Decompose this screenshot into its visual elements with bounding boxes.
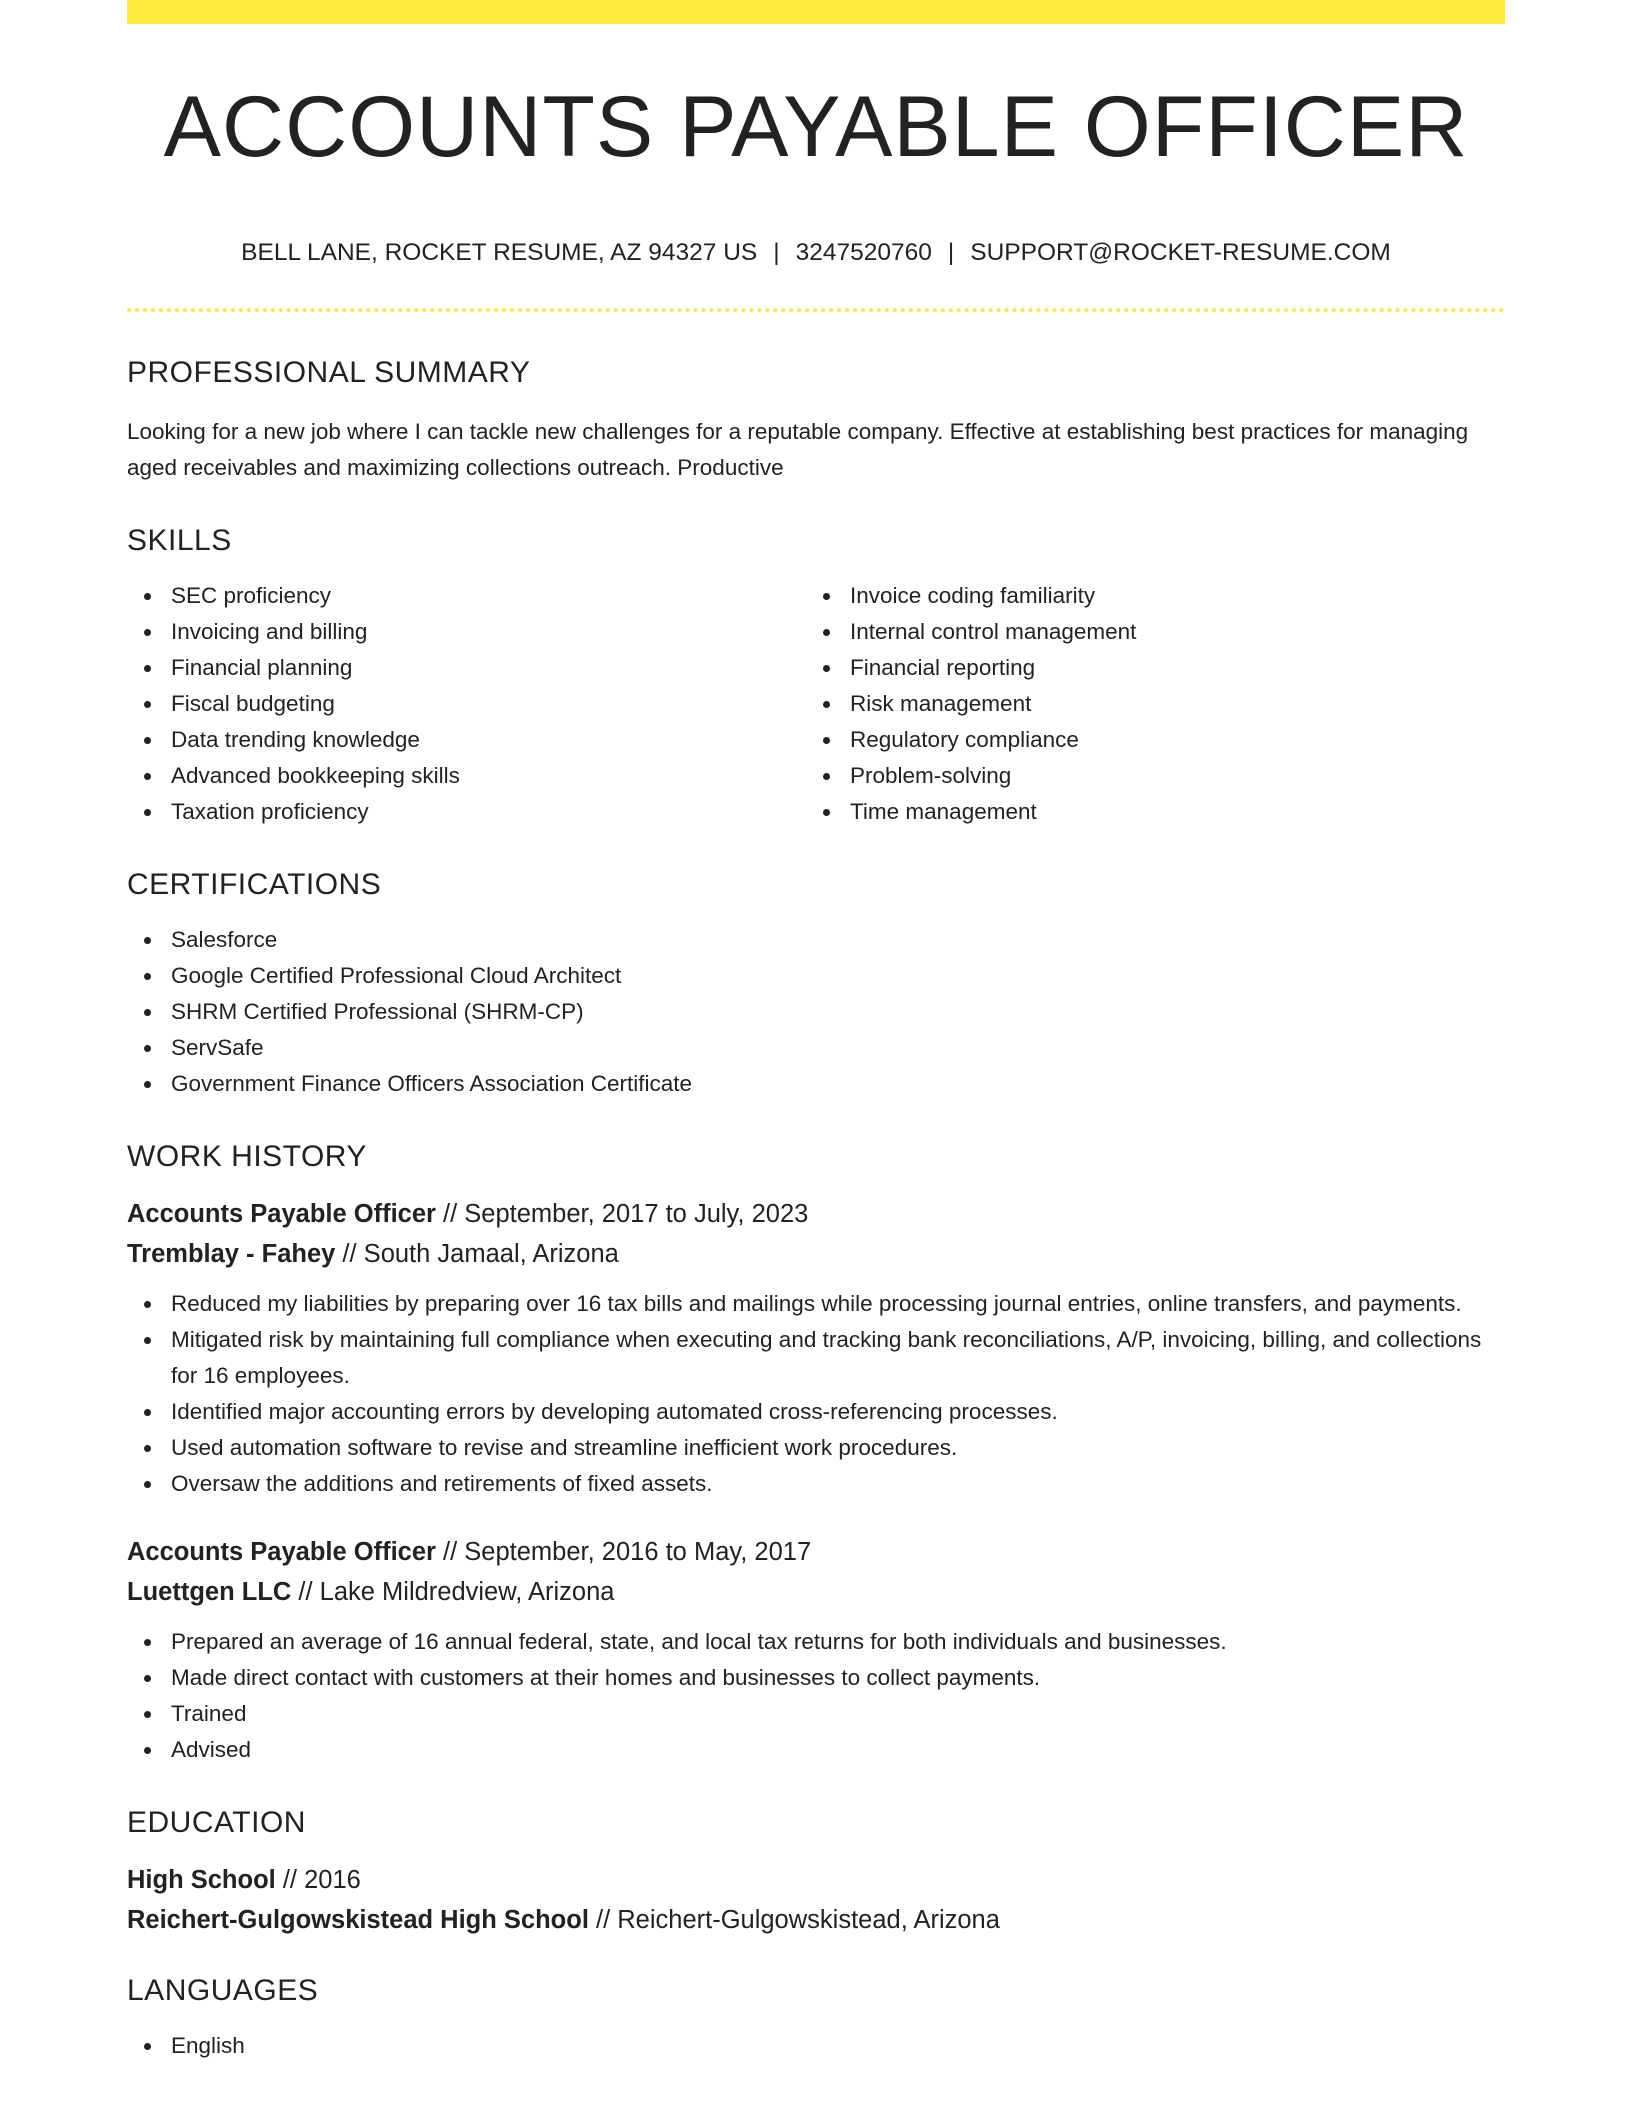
job-company: Luettgen LLC	[127, 1577, 292, 1606]
job-title-line	[127, 1194, 1505, 1234]
dotted-divider	[127, 308, 1505, 312]
certifications-list	[127, 922, 1505, 1102]
skills-list-left	[127, 578, 806, 830]
accent-top-bar	[127, 0, 1505, 24]
education-school-line	[127, 1900, 1505, 1940]
skill-item: Invoicing and billing	[127, 614, 806, 650]
job-bullet: Prepared an average of 16 annual federal, state, and local tax returns for both individuals and businesses.	[127, 1624, 1505, 1660]
job-bullet: Trained	[127, 1696, 1505, 1732]
education-location: // Reichert-Gulgowskistead, Arizona	[588, 1905, 1000, 1934]
certifications-heading: CERTIFICATIONS	[127, 867, 382, 901]
skills-heading: SKILLS	[127, 523, 232, 557]
skills-list-right	[806, 578, 1485, 830]
job-entry	[127, 1532, 1505, 1768]
skill-item: Internal control management	[806, 614, 1485, 650]
job-bullet: Reduced my liabilities by preparing over 16 tax bills and mailings while processing journal entries, online transfers, and payments.	[127, 1286, 1505, 1322]
certification-item: Government Finance Officers Association Certificate	[127, 1066, 1505, 1102]
job-company: Tremblay - Fahey	[127, 1239, 336, 1268]
job-bullet: Advised	[127, 1732, 1505, 1768]
job-bullet: Made direct contact with customers at their homes and businesses to collect payments.	[127, 1660, 1505, 1696]
job-company-line	[127, 1234, 1505, 1274]
job-bullet: Oversaw the additions and retirements of fixed assets.	[127, 1466, 1505, 1502]
skill-item: Financial planning	[127, 650, 806, 686]
summary-heading: PROFESSIONAL SUMMARY	[127, 355, 531, 389]
job-bullet: Identified major accounting errors by developing automated cross-referencing processes.	[127, 1394, 1505, 1430]
education-degree: High School	[127, 1865, 276, 1894]
certification-item: Google Certified Professional Cloud Architect	[127, 958, 1505, 994]
skill-item: SEC proficiency	[127, 578, 806, 614]
job-bullets	[127, 1286, 1505, 1502]
contact-email: SUPPORT@ROCKET-RESUME.COM	[970, 239, 1391, 266]
skill-item: Taxation proficiency	[127, 794, 806, 830]
job-location: // South Jamaal, Arizona	[335, 1239, 619, 1268]
work-history-heading: WORK HISTORY	[127, 1139, 367, 1173]
skills-columns	[127, 578, 1505, 830]
job-bullet: Used automation software to revise and streamline inefficient work procedures.	[127, 1430, 1505, 1466]
resume-page	[127, 0, 1505, 2064]
job-company-line	[127, 1572, 1505, 1612]
job-bullets	[127, 1624, 1505, 1768]
resume-title: ACCOUNTS PAYABLE OFFICER	[163, 79, 1469, 175]
summary-text: Looking for a new job where I can tackle new challenges for a reputable company. Effective at establishing best practices for managing aged receivables and maximizing collections outreach. Productive	[127, 418, 1469, 480]
education-degree-line	[127, 1860, 1505, 1900]
certification-item: SHRM Certified Professional (SHRM-CP)	[127, 994, 1505, 1030]
job-role: Accounts Payable Officer	[127, 1537, 436, 1566]
skill-item: Financial reporting	[806, 650, 1485, 686]
skill-item: Risk management	[806, 686, 1485, 722]
skill-item: Data trending knowledge	[127, 722, 806, 758]
language-item: English	[127, 2028, 1505, 2064]
job-location: // Lake Mildredview, Arizona	[291, 1577, 615, 1606]
education-year: // 2016	[275, 1865, 361, 1894]
languages-list	[127, 2028, 1505, 2064]
skill-item: Advanced bookkeeping skills	[127, 758, 806, 794]
certification-item: ServSafe	[127, 1030, 1505, 1066]
job-dates: // September, 2017 to July, 2023	[435, 1199, 809, 1228]
job-bullet: Mitigated risk by maintaining full compliance when executing and tracking bank reconciliations, A/P, invoicing, billing, and collections for 16 employees.	[127, 1322, 1505, 1394]
education-entry	[127, 1860, 1505, 1940]
job-dates: // September, 2016 to May, 2017	[435, 1537, 812, 1566]
skill-item: Problem-solving	[806, 758, 1485, 794]
education-heading: EDUCATION	[127, 1805, 306, 1839]
contact-line	[127, 240, 1505, 267]
education-school: Reichert-Gulgowskistead High School	[127, 1905, 589, 1934]
languages-heading: LANGUAGES	[127, 1973, 319, 2007]
contact-separator: |	[947, 239, 955, 266]
skill-item: Regulatory compliance	[806, 722, 1485, 758]
job-title-line	[127, 1532, 1505, 1572]
job-entry	[127, 1194, 1505, 1502]
skill-item: Invoice coding familiarity	[806, 578, 1485, 614]
contact-address: BELL LANE, ROCKET RESUME, AZ 94327 US	[241, 239, 758, 266]
contact-phone: 3247520760	[795, 239, 932, 266]
job-role: Accounts Payable Officer	[127, 1199, 436, 1228]
skill-item: Time management	[806, 794, 1485, 830]
certification-item: Salesforce	[127, 922, 1505, 958]
skill-item: Fiscal budgeting	[127, 686, 806, 722]
contact-separator: |	[773, 239, 780, 266]
